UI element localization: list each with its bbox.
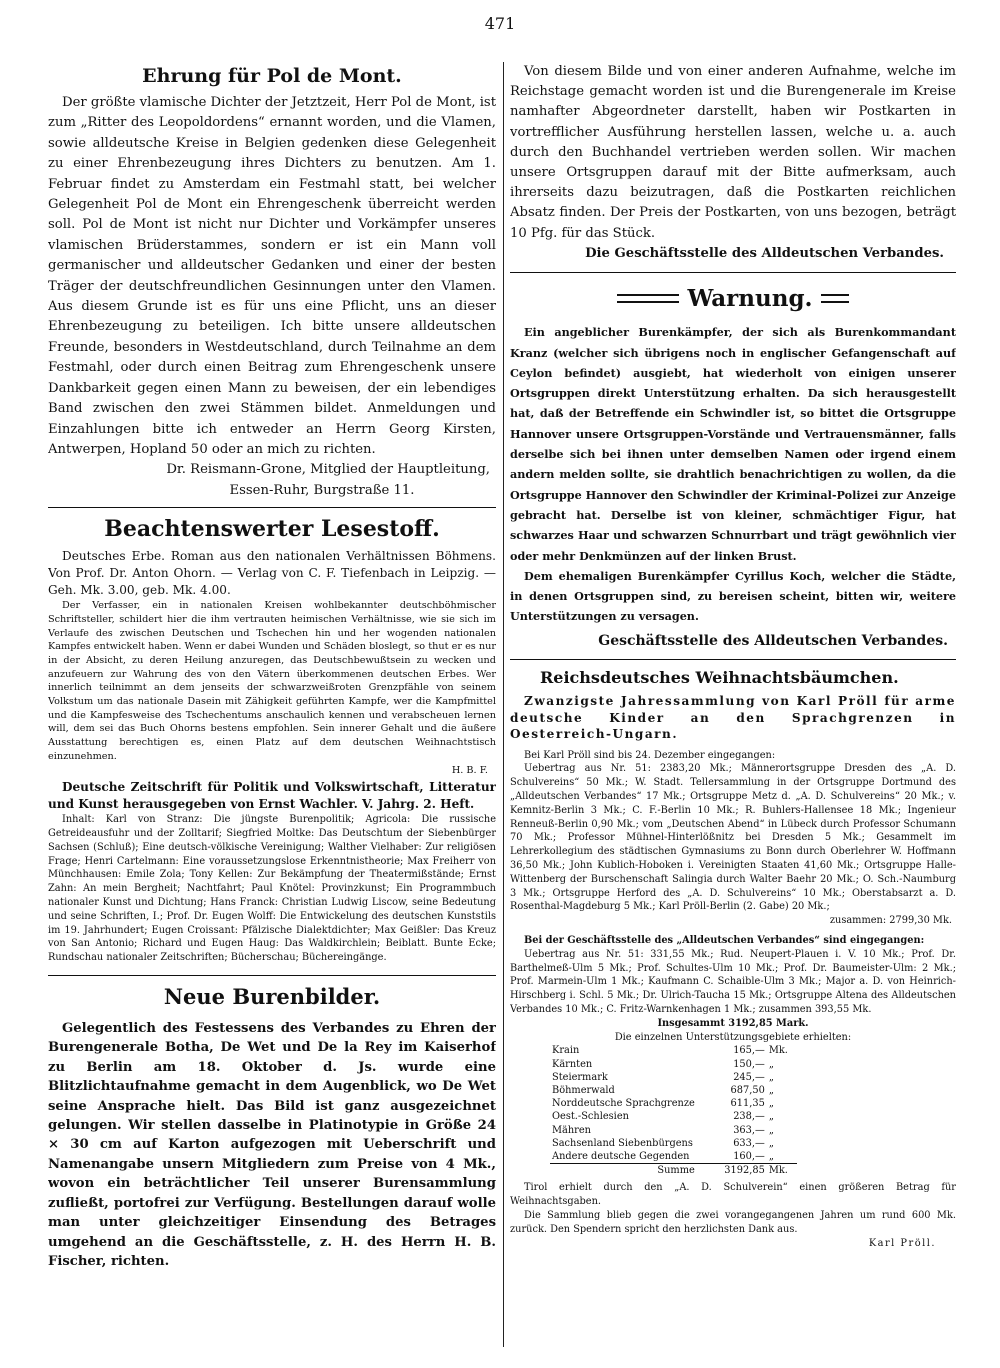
zeitschrift-contents: Inhalt: Karl von Stranz: Die jüngste Burenpolitik; Agricola: Die russische Getreideausfuhr und der Zolltarif; Siegfried Moltke: Das Deutschtum der Siebenbürger Sachsen (Schluß); Eine deutsch-völkische Vereinigung; Walther Vielhaber: Zur religiösen Frage; Henri Cartelmann: Eine voraussetzungslose Erkenntnistheorie; Max Freiherr von Münchhausen: Emile Zola; Tony Kellen: Zur Bekämpfung der Theatermißstände; Ernst Zahn: An mein Bergheit; Nachtfahrt; Paul Knötel: Provinzkunst; Ein Programmbuch nationaler Kunst und Dichtung; Hans Franck: Christian Ludwig Liscow, seine Bedeutung und seine Schriften, I.; Prof. Dr. Eugen Wolff: Die Entwickelung des deutschen Kunststils im 19. Jahrhundert; Eugen Croissant: Pfälzische Dialektdichter; Max Geißler: Das Kreuz von San Antonio; Richard und Eugen Haug: Das Waldkirchlein; Beiblatt. Bunte Ecke; Rundschau nationaler Zeitschriften; Bücherschau; Büchereingänge. [48, 814, 496, 964]
areas-table [550, 1044, 797, 1177]
warning-heading [510, 285, 956, 312]
warning-title: Warnung. [687, 285, 813, 313]
area-name: Sachsenland Siebenbürgens [552, 1137, 693, 1149]
weihnacht-subtitle: Zwanzigste Jahressammlung von Karl Pröll für arme deutsche Kinder an den Sprachgrenzen in Oesterreich-Ungarn. [510, 694, 956, 742]
area-amount: 165,— [733, 1045, 765, 1057]
area-row [550, 1084, 797, 1097]
left-column [48, 62, 496, 1352]
decorative-lines [821, 294, 849, 303]
areas-intro: Die einzelnen Unterstützungsgebiete erhielten: [614, 1031, 852, 1043]
donations-total-proell: zusammen: 2799,30 Mk. [829, 915, 952, 927]
warning-signature: Geschäftsstelle des Alldeutschen Verbandes. [598, 632, 948, 649]
donations-intro-geschaeftsstelle: Bei der Geschäftsstelle des „Alldeutschen Verbandes“ sind eingegangen: [524, 934, 925, 946]
area-row [550, 1058, 797, 1071]
book-entry-zeitschrift: Deutsche Zeitschrift für Politik und Volkswirtschaft, Litteratur und Kunst herausgegeben von Ernst Wachler. V. Jahrg. 2. Heft. [48, 780, 496, 812]
area-row [550, 1071, 797, 1084]
column-divider [503, 62, 504, 1347]
divider-rule [48, 507, 496, 508]
area-amount: 150,— [733, 1058, 765, 1070]
book-review-deutsches-erbe: Der Verfasser, ein in nationalen Kreisen wohlbekannter deutschböhmischer Schriftsteller, schildert hier die ihm vertrauten heimischen Verhältnisse, wie sie sich im Verlaufe des zwischen Deutschen und Tschechen hin und her wogenden nationalen Kampfes entwickelt haben. Wenn er dabei Wunden und Schäden bloslegt, so thut er es nur in der Absicht, zu deren Heilung anzuregen, das Deutschbewußtsein zu wecken und anzufeuern zur Wahrung des von den Vätern überkommenen deutschen Erbes. Wer innerlich teilnimmt an dem jenseits der schwarzweißroten Grenzpfähle von seinem Volkstum um das nationale Dasein mit Zähigkeit geführten Kampfe, wer die Kampfmittel und die Kampfesweise des Tschechentums anschaulich kennen und verabscheuen lernen will, dem sei das Buch Ohorns bestens empfohlen. Sein innerer Gehalt und die äußere Ausstattung berechtigen es, einen Platz auf dem deutschen Weihnachtstisch einzunehmen. [48, 600, 496, 762]
page-number: 471 [484, 14, 516, 33]
donations-list-proell: Uebertrag aus Nr. 51: 2383,20 Mk.; Männerortsgruppe Dresden des „A. D. Schulvereins“ 50 Mk.; W. Stadt. Tellersammlung in der Ortsgruppe Dortmund des „Alldeutschen Verbandes“ 17 Mk.; Ortsgruppe Metz d. „A. D. Schulvereins“ 20 Mk.; v. Kemnitz-Berlin 3 Mk.; C. F.-Berlin 10 Mk.; R. Buhlers-Hallensee 18 Mk.; Ingenieur Renneuß-Berlin 0,90 Mk.; vom „Deutschen Abend“ in Lübeck durch Professor Schumann 70 Mk.; Professor Mühnel-Hinterlößnitz bei Dresden 5 Mk.; Gesammelt im Lehrerkollegium des städtischen Gymnasiums zu Bonn durch Oberlehrer W. Hoffmann 36,50 Mk.; John Kublich-Hoboken i. Vereinigten Staaten 41,60 Mk.; Ortsgruppe Halle-Wittenberg der Burschenschaft Salingia durch Walter Baehr 20 Mk.; O. Sch.-Naumburg 3 Mk.; Ortsgruppe Herford des „A. D. Schulvereins“ 10 Mk.; Oberstabsarzt a. D. Rosenthal-Magdeburg 5 Mk.; Karl Pröll-Berlin (2. Gabe) 20 Mk.; [510, 763, 956, 913]
right-column [510, 62, 956, 1352]
area-row [550, 1124, 797, 1137]
warning-text-koch: Dem ehemaligen Burenkämpfer Cyrillus Koch, welcher die Städte, in denen Ortsgruppen sind, zu bereisen scheint, bitten wir, weitere Unterstützungen zu versagen. [510, 568, 956, 624]
geschaeftsstelle-signature: Die Geschäftsstelle des Alldeutschen Verbandes. [585, 245, 944, 261]
note-tirol: Tirol erhielt durch den „A. D. Schulverein“ einen größeren Betrag für Weihnachtsgaben. [510, 1182, 956, 1208]
sum-amount: 3192,85 [697, 1164, 767, 1178]
article-text-pol-de-mont: Der größte vlamische Dichter der Jetztzeit, Herr Pol de Mont, ist zum „Ritter des Leopoldordens“ ernannt worden, und die Vlamen, sowie alldeutsche Kreise in Belgien gedenken diese Gelegenheit zu einer Ehrenbezeugung ihres Dichters zu benutzen. Am 1. Februar findet zu Amsterdam ein Festmahl statt, bei welcher Gelegenheit Pol de Mont ein Ehrengeschenk überreicht werden soll. Pol de Mont ist nicht nur Dichter und Vorkämpfer unseres vlamischen Brüderstammes, sondern er ist ein Mann voll germanischer und alldeutscher Gedanken und einer der besten Träger der deutschfreundlichen Gesinnungen unter den Vlamen. Aus diesem Grunde ist es für uns eine Pflicht, uns an dieser Ehrenbezeugung zu beteiligen. Ich bitte unsere alldeutschen Freunde, besonders in Westdeutschland, durch Teilnahme an dem Festmahl, oder durch einen Beitrag zum Ehrengeschenk unsere Dankbarkeit gegen einen Mann zu beweisen, der ein lebendiges Band zwischen den zwei Stämmen bildet. Anmeldungen und Einzahlungen bitte ich entweder an Herrn Georg Kirsten, Antwerpen, Hopland 50 oder an mich zu richten. [48, 95, 496, 457]
warning-text: Ein angeblicher Burenkämpfer, der sich als Burenkommandant Kranz (welcher sich übrigens noch in englischer Gefangenschaft auf Ceylon befindet) ausgiebt, hat wiederholt von einigen unserer Ortsgruppen direkt Unterstützung erhalten. Da sich herausgestellt hat, daß der Betreffende ein Schwindler ist, so bittet die Ortsgruppe Hannover unsere Ortsgruppen-Vorstände und Vertrauensmänner, falls derselbe sich bei ihnen unter demselben Namen oder irgend einem andern melden sollte, sie drahtlich benachrichtigen zu wollen, da die Ortsgruppe Hannover den Schwindler der Kriminal-Polizei zur Anzeige gebracht hat. Derselbe ist von kleiner, schmächtiger Figur, hat schwarzes Haar und schwarzen Schnurrbart und trägt gewöhnlich vier oder mehr Denkmünzen auf der linken Brust. [510, 325, 956, 563]
area-unit: „ [768, 1071, 774, 1083]
area-amount: 633,— [733, 1137, 765, 1149]
divider-rule [510, 659, 956, 660]
note-sammlung: Die Sammlung blieb gegen die zwei vorangegangenen Jahren um rund 600 Mk. zurück. Den Spendern spricht den herzlichsten Dank aus. [510, 1209, 956, 1235]
area-unit: „ [768, 1124, 774, 1136]
area-unit: „ [768, 1137, 774, 1149]
area-unit: „ [768, 1058, 774, 1070]
area-amount: 611,35 [730, 1098, 765, 1110]
article-text-postkarten: Von diesem Bilde und von einer anderen Aufnahme, welche im Reichstage gemacht worden ist und die Burengenerale im Kreise namhafter Abgeordneter darstellt, haben wir Postkarten in vortrefflicher Ausführung herstellen lassen, welche u. a. auch durch den Buchhandel vertrieben werden sollen. Wir machen unsere Ortsgruppen darauf mit der Bitte aufmerksam, auch ihrerseits dazu beizutragen, daß die Postkarten reichlichen Absatz finden. Der Preis der Postkarten, von uns bezogen, beträgt 10 Pfg. für das Stück. [510, 64, 956, 241]
sum-unit: Mk. [767, 1164, 797, 1178]
article-title-burenbilder: Neue Burenbilder. [163, 984, 381, 1010]
area-name: Krain [552, 1045, 580, 1057]
decorative-lines [617, 294, 679, 303]
area-unit: „ [768, 1084, 774, 1096]
donations-list-geschaeftsstelle: Uebertrag aus Nr. 51: 331,55 Mk.; Rud. Neupert-Plauen i. V. 10 Mk.; Prof. Dr. Barthelmeß-Ulm 5 Mk.; Prof. Schultes-Ulm 10 Mk.; Prof. Dr. Baumeister-Ulm: 2 Mk.; Prof. Marmein-Ulm 1 Mk.; Kaufmann C. Schaible-Ulm 3 Mk.; Major a. D. von Heinrich-Hirschberg i. Schl. 5 Mk.; Dr. Ulrich-Taucha 15 Mk.; Ortsgruppe Altena des Alldeutschen Verbandes 10 Mk.; C. Fritz-Warnkenhagen 1 Mk.; zusammen 393,55 Mk. [510, 948, 956, 1015]
review-signature: H. B. F. [451, 764, 488, 776]
area-row [550, 1150, 797, 1164]
area-name: Andere deutsche Gegenden [552, 1150, 690, 1162]
area-amount: 245,— [733, 1071, 765, 1083]
sum-row [550, 1164, 797, 1178]
area-row [550, 1110, 797, 1123]
area-name: Böhmerwald [552, 1084, 615, 1096]
divider-rule [510, 272, 956, 273]
area-row [550, 1137, 797, 1150]
article-title-lesestoff: Beachtenswerter Lesestoff. [104, 516, 440, 543]
area-row [550, 1097, 797, 1110]
donations-intro-proell: Bei Karl Pröll sind bis 24. Dezember eingegangen: [524, 749, 776, 761]
divider-rule [48, 975, 496, 976]
area-unit: Mk. [768, 1045, 788, 1057]
area-amount: 238,— [733, 1111, 765, 1123]
article-title-pol-de-mont: Ehrung für Pol de Mont. [142, 65, 402, 87]
book-entry-deutsches-erbe: Deutsches Erbe. Roman aus den nationalen Verhältnissen Böhmens. Von Prof. Dr. Anton Ohorn. — Verlag von C. F. Tiefenbach in Leipzig. — Geh. Mk. 3.00, geb. Mk. 4.00. [48, 549, 496, 598]
article-signature-line2: Essen-Ruhr, Burgstraße 11. [229, 482, 415, 498]
area-name: Norddeutsche Sprachgrenze [552, 1098, 695, 1110]
area-unit: „ [768, 1111, 774, 1123]
area-amount: 160,— [733, 1150, 765, 1162]
article-signature-line1: Dr. Reismann-Grone, Mitglied der Hauptleitung, [166, 462, 490, 478]
area-name: Oest.-Schlesien [552, 1111, 629, 1123]
area-name: Kärnten [552, 1058, 593, 1070]
grand-total: Insgesammt 3192,85 Mark. [657, 1017, 809, 1029]
area-unit: „ [768, 1150, 774, 1162]
area-unit: „ [768, 1098, 774, 1110]
area-name: Mähren [552, 1124, 591, 1136]
proell-signature: Karl Pröll. [868, 1237, 936, 1249]
area-amount: 687,50 [730, 1084, 765, 1096]
sum-label: Summe [550, 1164, 697, 1178]
weihnacht-title: Reichsdeutsches Weihnachtsbäumchen. [540, 668, 899, 688]
area-name: Steiermark [552, 1071, 608, 1083]
area-row [550, 1044, 797, 1057]
article-text-burenbilder: Gelegentlich des Festessens des Verbandes zu Ehren der Burengenerale Botha, De Wet und De la Rey im Kaiserhof zu Berlin am 18. Oktober d. Js. wurde eine Blitzlichtaufnahme gemacht in dem Augenblick, wo De Wet seine Ansprache hielt. Das Bild ist ganz ausgezeichnet gelungen. Wir stellen dasselbe in Platinotypie in Größe 24 × 30 cm auf Karton aufgezogen mit Ueberschrift und Namenangabe unsern Mitgliedern zum Preise von 4 Mk., wovon ein beträchtlicher Teil unserer Burensammlung zufließt, portofrei zur Verfügung. Bestellungen darauf wolle man unter gleichzeitiger Einsendung des Betrages umgehend an die Geschäftsstelle, z. H. des Herrn H. B. Fischer, richten. [48, 1021, 496, 1269]
area-amount: 363,— [733, 1124, 765, 1136]
